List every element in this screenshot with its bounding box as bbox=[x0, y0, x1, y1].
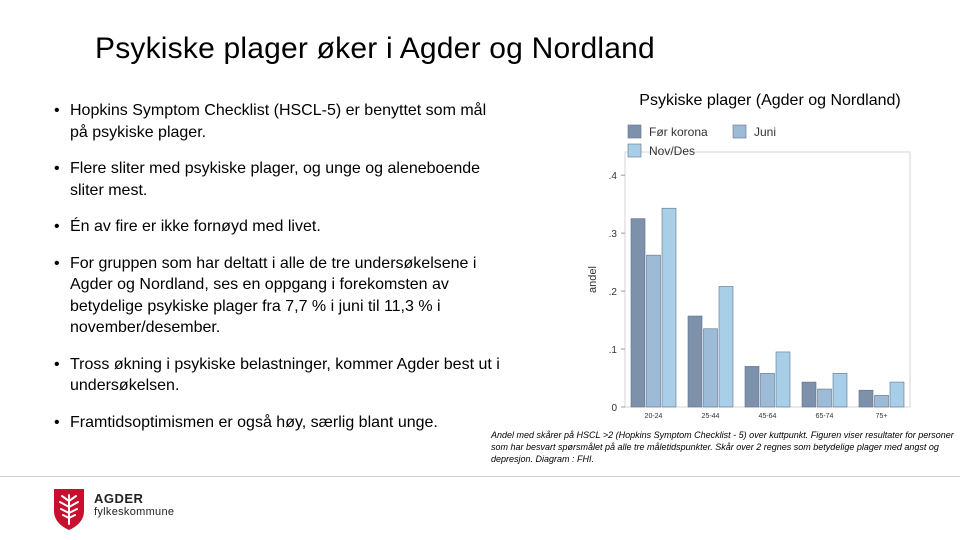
bar bbox=[818, 389, 832, 407]
bullet-item: • Flere sliter med psykiske plager, og unge og aleneboende sliter mest. bbox=[52, 158, 502, 201]
legend-swatch bbox=[628, 125, 641, 138]
bar bbox=[662, 208, 676, 407]
logo-subtitle: fylkeskommune bbox=[94, 506, 175, 518]
bar bbox=[688, 316, 702, 407]
legend-swatch bbox=[733, 125, 746, 138]
coat-of-arms-icon bbox=[52, 487, 86, 531]
bullet-item: • For gruppen som har deltatt i alle de tre undersøkelsene i Agder og Nordland, ses en oppgang i forekomsten av betydelige psykiske plager fra 7,7 % i juni til 11,3 % i november/desember. bbox=[52, 253, 502, 339]
x-tick-label: 75+ bbox=[875, 413, 888, 420]
bar bbox=[704, 329, 718, 407]
bullet-list bbox=[52, 100, 502, 448]
bullet-item: • Tross økning i psykiske belastninger, kommer Agder best ut i undersøkelsen. bbox=[52, 354, 502, 397]
legend-label: Før korona bbox=[649, 125, 708, 139]
bullet-item: • Framtidsoptimismen er også høy, særlig blant unge. bbox=[52, 412, 502, 434]
y-tick-label: .4 bbox=[608, 171, 617, 183]
y-tick-label: 0 bbox=[611, 403, 617, 414]
x-tick-label: 45-64 bbox=[758, 413, 777, 420]
bullet-item: • Én av fire er ikke fornøyd med livet. bbox=[52, 216, 502, 238]
bar bbox=[890, 382, 904, 407]
bullet-item: • Hopkins Symptom Checklist (HSCL-5) er benyttet som mål på psykiske plager. bbox=[52, 100, 502, 143]
bar bbox=[859, 390, 873, 407]
bar bbox=[802, 382, 816, 407]
y-tick-label: .3 bbox=[608, 229, 617, 241]
y-tick-label: .2 bbox=[608, 287, 617, 299]
footer-divider bbox=[0, 476, 960, 477]
legend-swatch bbox=[628, 144, 641, 157]
legend-label: Juni bbox=[754, 125, 777, 139]
bar bbox=[631, 219, 645, 407]
logo-name: AGDER bbox=[94, 491, 144, 506]
x-tick-label: 20-24 bbox=[644, 413, 663, 420]
bar bbox=[761, 373, 775, 407]
slide-title: Psykiske plager øker i Agder og Nordland bbox=[95, 32, 655, 65]
chart-caption: Andel med skårer på HSCL >2 (Hopkins Symptom Checklist - 5) over kuttpunkt. Figuren viser resultater for personer som har besvart spørsmålet på alle tre måletidspunkter. Skår over 2 regnes som betydelige plager med angst og depresjon. Diagram : FHI. bbox=[491, 430, 954, 464]
bar bbox=[745, 366, 759, 407]
legend-label: Nov/Des bbox=[649, 144, 696, 158]
bar-chart bbox=[587, 112, 920, 422]
x-tick-label: 25-44 bbox=[701, 413, 720, 420]
bar bbox=[647, 255, 661, 407]
bar bbox=[776, 352, 790, 407]
x-tick-label: 65-74 bbox=[815, 413, 834, 420]
bar bbox=[833, 373, 847, 407]
bar bbox=[719, 286, 733, 407]
chart-title: Psykiske plager (Agder og Nordland) bbox=[639, 92, 901, 109]
y-tick-label: .1 bbox=[608, 345, 617, 357]
bar bbox=[875, 395, 889, 407]
y-axis-label: andel bbox=[587, 266, 599, 293]
